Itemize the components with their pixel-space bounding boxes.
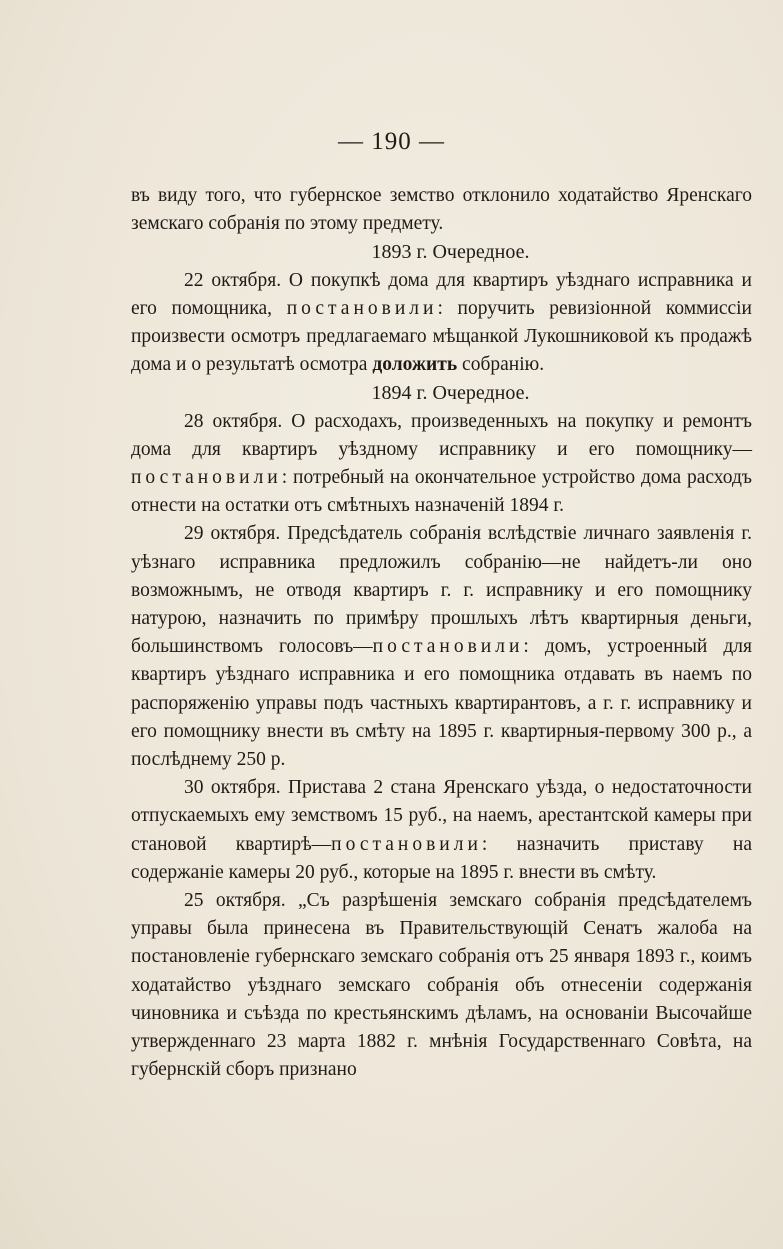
text-run: : потребный на окончательное устройство дома расходъ отнести на остатки отъ смѣтныхъ назначеній 1894 г. — [131, 467, 752, 517]
text-run: 28 октября. О расходахъ, произведенныхъ на покупку и ремонтъ дома для квартиръ уѣздному исправнику и его помощнику— — [131, 410, 752, 460]
bold-keyword: доложить — [372, 354, 458, 376]
page-number: — 190 — — [338, 128, 445, 155]
spaced-keyword: постановили — [331, 833, 482, 855]
text-run: : домъ, устроенный для квартиръ уѣзднаго исправника и его помощника отдавать въ наемъ по распоряженію управы подъ частныхъ квартирантовъ, а г. г. исправнику и его помощнику внести въ смѣту на 1895 г. квартирныя-первому 300 р., а послѣднему 250 р. — [131, 636, 752, 771]
text-run: 25 октября. „Съ разрѣшенія земскаго собранія предсѣдателемъ управы была принесена въ Правительствующій Сенатъ жалоба на постановленіе губернскаго земскаго собранія отъ 25 января 1893 г., коимъ ходатайство уѣзднаго земскаго собранія объ отнесеніи содержанія чиновника и съѣзда по крестьянскимъ дѣламъ, на основаніи Высочайше утвержденнаго 23 марта 1882 г. мнѣнія Государственнаго Совѣта, на губернскій сборъ признано — [131, 890, 752, 1081]
paragraph — [131, 182, 752, 238]
text-run: 22 октября. О покупкѣ дома для квартиръ уѣзднаго исправника и его помощника, — [131, 269, 752, 319]
text-run: собранію. — [457, 354, 545, 376]
text-run: 30 октября. Пристава 2 стана Яренскаго уѣзда, о недостаточности отпускаемыхъ ему земствомъ 15 руб., на наемъ, арестантской камеры при становой квартирѣ— — [131, 777, 752, 855]
paragraph — [131, 520, 752, 774]
text-run: : поручить ревизіонной коммиссіи произвести осмотръ предлагаемаго мѣщанкой Лукошниковой къ продажѣ дома и о результатѣ осмотра — [131, 297, 752, 376]
paragraph — [131, 887, 752, 1084]
spaced-keyword: постановили — [286, 297, 438, 319]
text-run: 29 октября. Предсѣдатель собранія вслѣдствіе личнаго заявленія г. уѣзнаго исправника предложилъ собранію—не найдетъ-ли оно возможнымъ, не отводя квартиръ г. г. исправнику и его помощнику натурою, назначить по примѣру прошлыхъ лѣтъ квартирныя деньги, большинствомъ голосовъ— — [131, 523, 752, 658]
section-heading: 1893 г. Очередное. — [371, 241, 530, 264]
body-text — [131, 182, 752, 1085]
text-run: : назначить приставу на содержаніе камеры 20 руб., которые на 1895 г. внести въ смѣту. — [131, 833, 752, 883]
section-heading: 1894 г. Очередное. — [371, 382, 530, 405]
paragraph — [131, 267, 752, 380]
paragraph — [131, 774, 752, 887]
paragraph — [131, 408, 752, 521]
text-run: въ виду того, что губернское земство отклонило ходатайство Яренскаго земскаго собранія по этому предмету. — [131, 185, 752, 235]
spaced-keyword: постановили — [372, 636, 524, 658]
spaced-keyword: постановили — [131, 467, 282, 489]
